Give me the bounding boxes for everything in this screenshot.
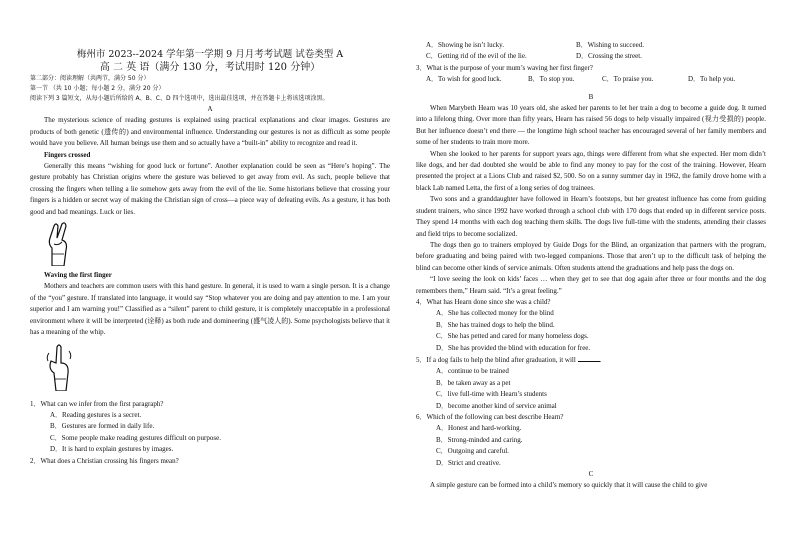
question-2-option-c: C．Getting rid of the evil of the lie. <box>426 52 527 61</box>
question-5-option-b: B．be taken away as a pet <box>436 378 511 387</box>
question-6-stem: 6．Which of the following can best describe Hearn? <box>416 413 564 421</box>
question-5-stem: 5．If a dog fails to help the blind after graduation, it will . <box>416 355 602 364</box>
question-6-option-c: C．Outgoing and careful. <box>436 447 509 456</box>
question-1-option-d: D．It is hard to explain gestures by images. <box>50 445 174 454</box>
passage-b-paragraph-4: The dogs then go to trainers employed by Guide Dogs for the Blind, an organization that partners with the program, before graduating and being paired with two-legged companions. Those that aren’t up to the difficult task of helping the blind can become other kinds of service animals. Often students attend the graduations and help pass the dogs on. <box>416 240 766 272</box>
question-2-options-row-1 <box>416 40 766 51</box>
question-2-option-b: B．Wishing to succeed. <box>576 41 644 49</box>
exam-subtitle: 高 二 英 语（满分 130 分，考试用时 120 分钟） <box>99 62 321 73</box>
question-3-option-a: A．To wish for good luck. <box>426 75 502 84</box>
waving-finger-illustration <box>42 343 76 391</box>
passage-c-paragraph-1: A simple gesture can be formed into a child’s memory so quickly that it will cause the child to give <box>430 481 708 490</box>
question-4-option-a: A．She has collected money for the blind <box>436 309 554 318</box>
question-2-stem: 2．What does a Christian crossing his fingers mean? <box>30 456 179 465</box>
part-heading: 第二部分：阅读理解（共两节，满分 50 分） <box>30 75 150 82</box>
crossed-fingers-illustration <box>42 222 76 266</box>
passage-b-letter: B <box>588 92 594 101</box>
passage-a-heading-waving-finger: Waving the first finger <box>44 271 112 280</box>
passage-b-paragraph-1: When Marybeth Hearn was 10 years old, she asked her parents to let her train a dog to become a guide dog. It turned into a lifelong thing. Over more than fifty years, Hearn has raised 56 dogs to help visually impaired (视力受损的) people. But her influence doesn’t end there — the longtime high school teacher has encouraged several of her family members and some of her students to train more more. <box>416 104 766 147</box>
question-5-blank <box>578 354 600 362</box>
question-4-option-d: D．She has provided the blind with education for free. <box>436 343 591 352</box>
question-2-option-d: D．Crossing the street. <box>576 52 642 61</box>
question-5-option-d: D．become another kind of service animal <box>436 401 557 410</box>
question-5-option-a: A．continue to be trained <box>436 367 509 376</box>
question-4-stem: 4．What has Hearn done since she was a child? <box>416 297 551 306</box>
question-4-option-c: C．She has petted and cared for many homeless dogs. <box>436 332 589 341</box>
question-3-option-d: D．To help you. <box>688 75 736 84</box>
passage-a-paragraph-1: The mysterious science of reading gestures is explained using practical explanations and clear images. Gestures are products of both genetic (遗传的) and environmental influence. Understanding our gestures is not as difficult as some people would have you believe. All human beings use them and so actually have a “built-in” ability to recognize and read it. <box>30 116 390 148</box>
question-1-option-c: C．Some people make reading gestures difficult on purpose. <box>50 433 221 442</box>
passage-a-letter: A <box>207 105 213 113</box>
question-2-options-row-2 <box>416 51 766 62</box>
question-6-option-d: D．Strict and creative. <box>436 458 501 467</box>
question-1-option-a: A．Reading gestures is a secret. <box>50 410 142 419</box>
question-6-option-b: B．Strong-minded and caring. <box>436 435 523 444</box>
passage-b-paragraph-5: “I love seeing the look on kids’ faces … when they get to see that dog again after three or four months and the dog remembers them,” Hearn said. “It’s a great feeling.” <box>416 275 766 295</box>
section-heading: 第一节 （共 10 小题；每小题 2 分，满分 20 分） <box>30 85 165 92</box>
passage-a-paragraph-2: Generally this means “wishing for good luck or fortune”. Another explanation could be seen as “Here’s hoping”. The gesture probably has Christian origins where the gesture was believed to get away from evil. As such, people believe that crossing the fingers when telling a lie somehow gets away from the evil of the lie. Some historians believe that crossing your fingers is a hidden or secret way of making the Christian sign of cross—a piece way of defeating evils. As a gesture, it has both good and bad meanings. Luck or lies. <box>30 162 390 216</box>
question-3-option-b: B．To stop you. <box>528 75 575 84</box>
question-3-options <box>416 74 766 85</box>
question-2-option-a: A．Showing he isn’t lucky. <box>426 41 504 49</box>
question-3-option-c: C．To praise you. <box>602 75 654 84</box>
passage-c-letter: C <box>588 470 594 479</box>
passage-a-paragraph-3: Mothers and teachers are common users with this hand gesture. In general, it is used to warn a single person. It is a change of the “you” gesture. If translated into language, it would say “Stop whatever you are doing and pay attention to me. I am your superior and I am warning you!” Classified as a “silent” parent to child gesture, it is completely unacceptable in a professional environment where it will be interpreted (诠释) as both rude and domineering (盛气凌人的). Some psychologists believe that it has a meaning of the whip. <box>30 282 390 337</box>
passage-b-paragraph-2: When she looked to her parents for support years ago, things were different from what she expected. Her mom didn’t like dogs, and her dad doubted she would be able to find any money to pay for the cost of the training. However, Hearn presented the project at a Lions Club and raised $2, 500. So on a sunny summer day in 1962, the family drove home with a black Lab named Letta, the first of a long series of dog trainees. <box>416 149 766 192</box>
question-5-stem-text: 5．If a dog fails to help the blind after graduation, it will <box>416 355 576 364</box>
question-6-option-a: A．Honest and hard-working. <box>436 424 522 433</box>
instructions: 阅读下列 3 篇短文，从每小题后所给的 A、B、C、D 四个选项中，选出最佳选项，并在答题卡上将该选项涂黑。 <box>30 95 329 102</box>
passage-a-heading-fingers-crossed: Fingers crossed <box>44 150 91 159</box>
left-column <box>30 0 390 560</box>
question-5-option-c: C．live full-time with Hearn’s students <box>436 390 547 399</box>
question-1-option-b: B．Gestures are formed in daily life. <box>50 422 155 431</box>
right-column <box>416 0 766 560</box>
question-3-stem: 3．What is the purpose of your mum’s waving her first finger? <box>416 63 593 72</box>
exam-title: 梅州市 2023--2024 学年第一学期 9 月月考考试题 试卷类型 A <box>76 49 344 60</box>
passage-b-paragraph-3: Two sons and a granddaughter have followed in Hearn’s footsteps, but her greatest influence has come from guiding student trainers, who since 1992 have worked through a school club with 170 dogs that ended up in different service posts. They spend 14 months with each dog teaching them skills. The dogs live full-time with the students, attending their classes and field trips to become socialized. <box>416 195 766 238</box>
question-4-option-b: B．She has trained dogs to help the blind. <box>436 320 555 329</box>
question-1-stem: 1．What can we infer from the first paragraph? <box>30 399 164 408</box>
